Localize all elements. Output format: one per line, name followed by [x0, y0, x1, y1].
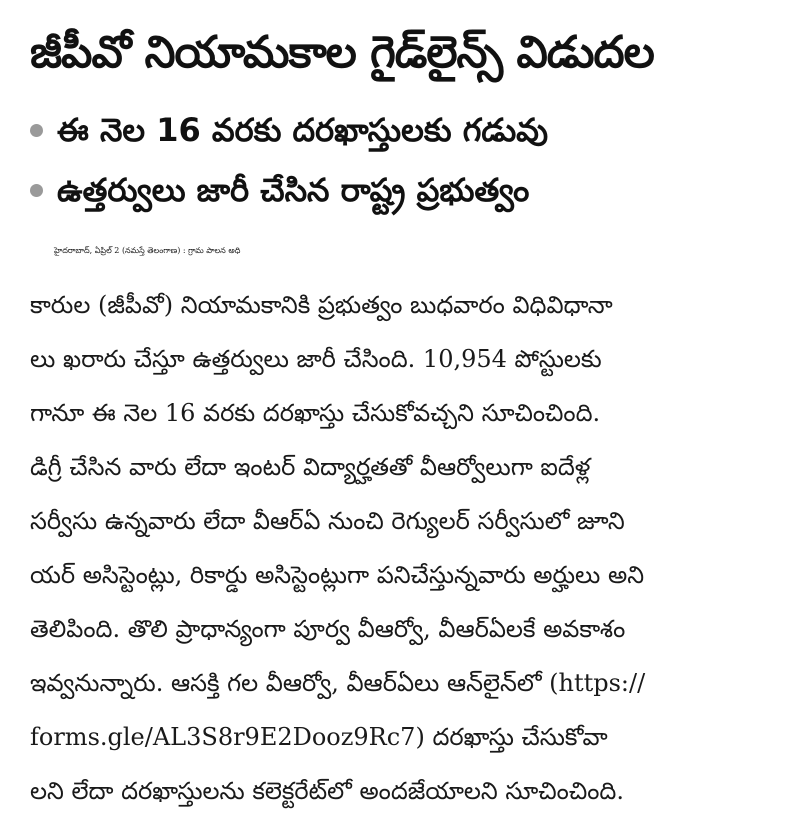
article-body [30, 224, 775, 818]
body-line: తెలిపింది. తొలి ప్రాధాన్యంగా పూర్వ వీఆర్వో, వీఆర్ఏలకే అవకాశం [30, 615, 626, 643]
headline: జీపీవో నియామకాల గైడ్‌లైన్స్ విడుదల [30, 27, 654, 78]
body-line: ఇవ్వనున్నారు. ఆసక్తి గల వీఆర్వో, వీఆర్ఏలు ఆన్‌లైన్‌లో (https:// [30, 669, 646, 697]
bullet-icon [30, 124, 43, 137]
subpoints [30, 100, 770, 220]
body-line: హైదరాబాద్, ఏప్రిల్ 2 (నమస్తే తెలంగాణ) : గ్రామ పాలన అధి [54, 246, 241, 255]
subpoint [30, 160, 770, 220]
body-line: సర్వీసు ఉన్నవారు లేదా వీఆర్ఏ నుంచి రెగ్యులర్ సర్వీసులో జూని [30, 507, 625, 535]
body-line: గానూ ఈ నెల 16 వరకు దరఖాస్తు చేసుకోవచ్చని సూచించింది. [30, 399, 601, 427]
subpoint [30, 100, 770, 160]
subpoint-text: ఈ నెల 16 వరకు దరఖాస్తులకు గడువు [57, 111, 549, 149]
body-line: లని లేదా దరఖాస్తులను కలెక్టరేట్‌లో అందజేయాలని సూచించింది. [30, 777, 624, 805]
body-line: కారుల (జీపీవో) నియామకానికి ప్రభుత్వం బుధవారం విధివిధానా [30, 291, 613, 319]
body-line: డిగ్రీ చేసిన వారు లేదా ఇంటర్ విద్యార్హతతో వీఆర్వోలుగా ఐదేళ్ల [30, 453, 591, 481]
bullet-icon [30, 184, 43, 197]
body-line: లు ఖరారు చేస్తూ ఉత్తర్వులు జారీ చేసింది. 10,954 పోస్టులకు [30, 345, 602, 373]
body-line: forms.gle/AL3S8r9E2Dooz9Rc7) దరఖాస్తు చేసుకోవా [30, 723, 608, 751]
subpoint-text: ఉత్తర్వులు జారీ చేసిన రాష్ట్ర ప్రభుత్వం [57, 171, 530, 209]
body-line: యర్ అసిస్టెంట్లు, రికార్డు అసిస్టెంట్లుగా పనిచేస్తున్నవారు అర్హులు అని [30, 561, 645, 589]
